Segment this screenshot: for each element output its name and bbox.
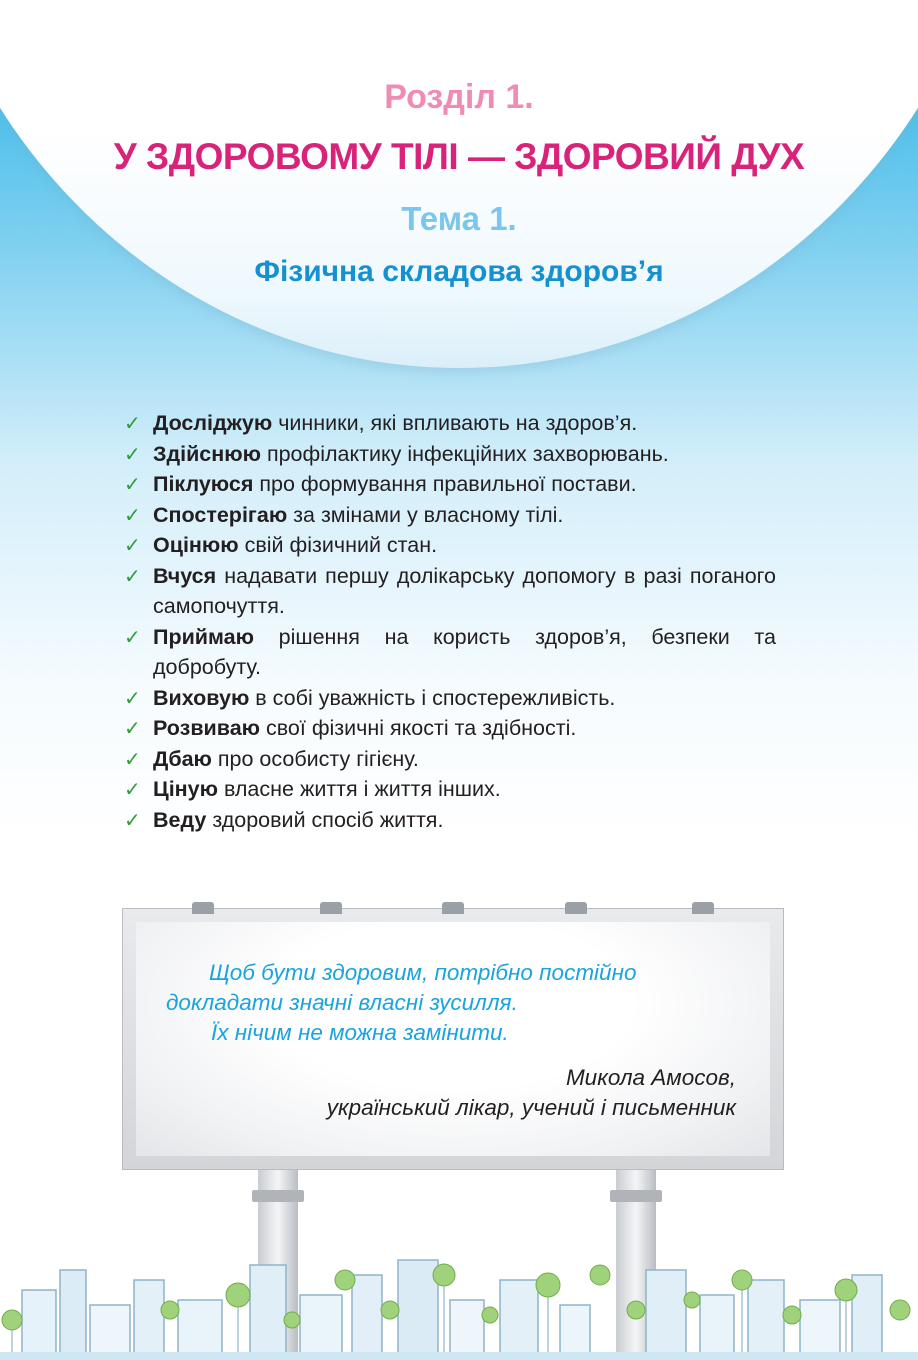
topic-title: Фізична складова здоров’я <box>254 255 664 288</box>
checkmark-icon: ✓ <box>124 443 141 466</box>
quote-line: Щоб бути здоровим, потрібно постійно <box>209 960 637 985</box>
quote-author: Микола Амосов, <box>565 1065 736 1090</box>
learning-goal-item <box>124 469 776 500</box>
goal-text: про формування правильної постави. <box>253 472 637 496</box>
billboard-lamp-icon <box>692 902 714 914</box>
goal-text: профілактику інфекційних захворювань. <box>260 441 669 466</box>
goal-text: свої фізичні якості та здібності. <box>260 716 577 740</box>
billboard-lamp-icon <box>442 902 464 914</box>
goal-text: про особисту гігієну. <box>211 746 419 771</box>
goal-text: надавати першу долікарську допомогу в разі поганого самопочуття. <box>153 563 776 618</box>
checkmark-icon: ✓ <box>124 687 141 710</box>
billboard-lamp-icon <box>192 902 214 914</box>
quote-line: докладати значні власні зусилля. <box>166 990 518 1015</box>
goal-verb: Розвиваю <box>153 716 261 740</box>
checkmark-icon: ✓ <box>124 779 141 801</box>
goal-verb: Виховую <box>153 685 250 710</box>
learning-goal-item <box>124 500 776 531</box>
learning-goal-item <box>124 622 776 683</box>
quote-text <box>166 958 726 1048</box>
learning-goal-item <box>124 439 776 470</box>
goal-verb: Ціную <box>153 777 218 801</box>
checkmark-icon: ✓ <box>124 413 141 435</box>
goal-verb: Приймаю <box>153 624 254 649</box>
checkmark-icon: ✓ <box>124 748 141 771</box>
learning-goal-item <box>124 561 776 622</box>
checkmark-icon: ✓ <box>124 718 141 740</box>
goal-verb: Веду <box>153 807 207 832</box>
learning-goal-item <box>124 774 776 805</box>
section-label: Розділ 1. <box>384 78 534 116</box>
quote-attribution <box>327 1063 736 1123</box>
goal-verb: Вчуся <box>153 563 217 588</box>
goal-text: свій фізичний стан. <box>238 533 438 557</box>
goal-verb: Оцінюю <box>153 533 239 557</box>
goal-verb: Спостерігаю <box>153 502 288 527</box>
quote-author-description: український лікар, учений і письменник <box>326 1095 736 1120</box>
goal-text: рішення на користь здоров’я, безпеки та добробуту. <box>153 624 776 679</box>
quote-line: Їх нічим не можна замінити. <box>211 1020 509 1045</box>
learning-goal-item <box>124 530 776 561</box>
goal-verb: Піклуюся <box>153 472 254 496</box>
learning-goal-item <box>124 744 776 775</box>
learning-goals-list <box>124 408 776 835</box>
goal-text: чинники, які впливають на здоров’я. <box>272 411 638 435</box>
learning-goal-item <box>124 713 776 744</box>
learning-goal-item <box>124 805 776 836</box>
checkmark-icon: ✓ <box>124 809 141 832</box>
city-skyline-illustration <box>0 1180 918 1360</box>
learning-goal-item <box>124 408 776 439</box>
goal-text: здоровий спосіб життя. <box>206 807 444 832</box>
checkmark-icon: ✓ <box>124 535 141 557</box>
goal-text: за змінами у власному тілі. <box>287 502 564 527</box>
goal-text: власне життя і життя інших. <box>217 777 501 801</box>
goal-verb: Здійснюю <box>153 441 261 466</box>
checkmark-icon: ✓ <box>124 474 141 496</box>
billboard-lamp-icon <box>320 902 342 914</box>
checkmark-icon: ✓ <box>124 626 141 649</box>
checkmark-icon: ✓ <box>124 504 141 527</box>
checkmark-icon: ✓ <box>124 565 141 588</box>
goal-verb: Досліджую <box>153 411 273 435</box>
goal-verb: Дбаю <box>153 746 212 771</box>
billboard-lamp-icon <box>565 902 587 914</box>
topic-label: Тема 1. <box>401 200 517 237</box>
goal-text: в собі уважність і спостережливість. <box>249 685 616 710</box>
learning-goal-item <box>124 683 776 714</box>
header-dome <box>0 0 918 368</box>
section-title: У ЗДОРОВОМУ ТІЛІ — ЗДОРОВИЙ ДУХ <box>113 136 805 177</box>
